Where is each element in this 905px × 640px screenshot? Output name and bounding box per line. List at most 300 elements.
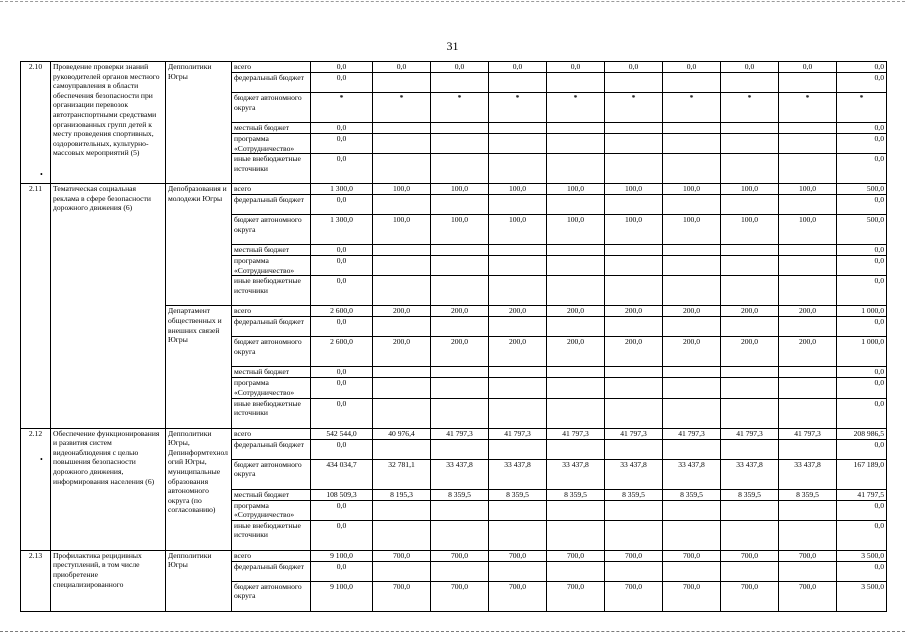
amount-cell xyxy=(663,520,721,550)
amount-cell: 33 437,8 xyxy=(779,459,837,489)
funding-source: бюджет автономного округа xyxy=(232,459,311,489)
amount-cell: 9 100,0 xyxy=(311,550,373,561)
amount-cell: * xyxy=(605,93,663,123)
amount-cell xyxy=(663,317,721,337)
amount-cell: 100,0 xyxy=(431,184,489,195)
page-number: 31 xyxy=(446,39,459,53)
amount-cell xyxy=(431,378,489,398)
amount-cell xyxy=(605,134,663,154)
funding-source: программа «Сотрудничество» xyxy=(232,134,311,154)
amount-cell xyxy=(779,317,837,337)
amount-cell: 8 359,5 xyxy=(779,489,837,500)
amount-cell xyxy=(721,276,779,306)
amount-cell: 200,0 xyxy=(721,306,779,317)
amount-cell: 0,0 xyxy=(311,317,373,337)
amount-cell xyxy=(663,123,721,134)
amount-cell: 100,0 xyxy=(489,215,547,245)
amount-cell xyxy=(721,378,779,398)
amount-cell: 0,0 xyxy=(837,62,887,73)
executor: Депполитики Югры xyxy=(166,62,232,184)
row-number: 2.13 xyxy=(21,550,51,611)
amount-cell: 8 359,5 xyxy=(721,489,779,500)
amount-cell xyxy=(721,398,779,428)
amount-cell: 0,0 xyxy=(837,561,887,581)
amount-cell xyxy=(779,439,837,459)
scan-dot: • xyxy=(40,170,43,179)
amount-cell: 0,0 xyxy=(721,62,779,73)
amount-cell: 41 797,3 xyxy=(721,428,779,439)
amount-cell: 200,0 xyxy=(663,337,721,367)
amount-cell: * xyxy=(663,93,721,123)
amount-cell xyxy=(721,73,779,93)
amount-cell xyxy=(431,195,489,215)
amount-cell: 700,0 xyxy=(663,550,721,561)
amount-cell: 3 500,0 xyxy=(837,581,887,611)
amount-cell: 100,0 xyxy=(663,215,721,245)
amount-cell xyxy=(373,195,431,215)
amount-cell xyxy=(489,195,547,215)
amount-cell xyxy=(605,317,663,337)
amount-cell xyxy=(605,561,663,581)
amount-cell xyxy=(431,134,489,154)
amount-cell xyxy=(547,561,605,581)
amount-cell xyxy=(373,154,431,184)
measure-name: Обеспечение функционирования и развития систем видеонаблюдения с целью повышения безопасности дорожного движения, информирования населения (6) xyxy=(51,428,166,550)
amount-cell xyxy=(779,123,837,134)
amount-cell xyxy=(431,439,489,459)
amount-cell xyxy=(721,367,779,378)
amount-cell: 200,0 xyxy=(547,337,605,367)
amount-cell xyxy=(663,245,721,256)
funding-source: всего xyxy=(232,62,311,73)
amount-cell xyxy=(721,154,779,184)
amount-cell: 200,0 xyxy=(431,306,489,317)
amount-cell xyxy=(547,256,605,276)
amount-cell xyxy=(663,256,721,276)
amount-cell xyxy=(663,398,721,428)
amount-cell: * xyxy=(373,93,431,123)
amount-cell xyxy=(663,154,721,184)
amount-cell xyxy=(373,378,431,398)
amount-cell: * xyxy=(311,93,373,123)
bottom-scan-edge xyxy=(0,631,905,632)
amount-cell xyxy=(779,520,837,550)
table-row xyxy=(21,62,887,73)
amount-cell xyxy=(489,134,547,154)
executor: Депполитики Югры xyxy=(166,550,232,611)
funding-source: бюджет автономного округа xyxy=(232,215,311,245)
amount-cell: 8 359,5 xyxy=(489,489,547,500)
funding-source: программа «Сотрудничество» xyxy=(232,256,311,276)
amount-cell: 41 797,3 xyxy=(431,428,489,439)
amount-cell xyxy=(605,398,663,428)
funding-source: всего xyxy=(232,306,311,317)
amount-cell: 0,0 xyxy=(311,500,373,520)
funding-source: местный бюджет xyxy=(232,489,311,500)
amount-cell: 700,0 xyxy=(663,581,721,611)
funding-source: федеральный бюджет xyxy=(232,439,311,459)
amount-cell: 0,0 xyxy=(837,256,887,276)
amount-cell: * xyxy=(547,93,605,123)
amount-cell: 434 034,7 xyxy=(311,459,373,489)
amount-cell: 0,0 xyxy=(311,154,373,184)
amount-cell: 0,0 xyxy=(837,195,887,215)
row-number: 2.12 xyxy=(21,428,51,550)
funding-source: всего xyxy=(232,184,311,195)
amount-cell: 0,0 xyxy=(311,367,373,378)
amount-cell xyxy=(605,154,663,184)
amount-cell xyxy=(431,317,489,337)
amount-cell: 0,0 xyxy=(311,256,373,276)
amount-cell xyxy=(663,367,721,378)
amount-cell: 700,0 xyxy=(489,581,547,611)
amount-cell xyxy=(489,500,547,520)
amount-cell: 500,0 xyxy=(837,215,887,245)
amount-cell: 200,0 xyxy=(373,337,431,367)
amount-cell: 108 509,3 xyxy=(311,489,373,500)
amount-cell xyxy=(547,134,605,154)
amount-cell: * xyxy=(721,93,779,123)
amount-cell: 700,0 xyxy=(721,550,779,561)
amount-cell: 100,0 xyxy=(373,215,431,245)
amount-cell xyxy=(373,256,431,276)
row-number: 2.11 xyxy=(21,184,51,428)
funding-source: иные внебюджетные источники xyxy=(232,520,311,550)
amount-cell xyxy=(605,378,663,398)
table-row xyxy=(21,550,887,561)
amount-cell xyxy=(779,500,837,520)
amount-cell: 0,0 xyxy=(547,62,605,73)
amount-cell: 700,0 xyxy=(431,581,489,611)
amount-cell: 0,0 xyxy=(837,500,887,520)
funding-source: бюджет автономного округа xyxy=(232,581,311,611)
amount-cell: 0,0 xyxy=(311,398,373,428)
amount-cell: 41 797,3 xyxy=(547,428,605,439)
amount-cell xyxy=(489,245,547,256)
amount-cell: 33 437,8 xyxy=(489,459,547,489)
amount-cell: 700,0 xyxy=(779,550,837,561)
amount-cell xyxy=(373,439,431,459)
amount-cell: 100,0 xyxy=(373,184,431,195)
amount-cell: 100,0 xyxy=(663,184,721,195)
amount-cell: 0,0 xyxy=(311,195,373,215)
amount-cell xyxy=(605,520,663,550)
amount-cell xyxy=(373,398,431,428)
amount-cell: 1 000,0 xyxy=(837,306,887,317)
amount-cell: 1 300,0 xyxy=(311,215,373,245)
funding-source: всего xyxy=(232,550,311,561)
amount-cell: 41 797,3 xyxy=(779,428,837,439)
funding-source: всего xyxy=(232,428,311,439)
amount-cell xyxy=(605,123,663,134)
amount-cell: * xyxy=(837,93,887,123)
amount-cell xyxy=(431,245,489,256)
amount-cell: 700,0 xyxy=(373,550,431,561)
amount-cell: 0,0 xyxy=(605,62,663,73)
amount-cell: 0,0 xyxy=(837,276,887,306)
amount-cell xyxy=(605,367,663,378)
amount-cell xyxy=(663,73,721,93)
amount-cell xyxy=(779,154,837,184)
amount-cell xyxy=(431,398,489,428)
amount-cell xyxy=(547,398,605,428)
amount-cell: 0,0 xyxy=(489,62,547,73)
amount-cell: 41 797,5 xyxy=(837,489,887,500)
funding-source: федеральный бюджет xyxy=(232,561,311,581)
amount-cell xyxy=(547,245,605,256)
amount-cell: 0,0 xyxy=(431,62,489,73)
amount-cell xyxy=(779,256,837,276)
amount-cell: 0,0 xyxy=(837,134,887,154)
amount-cell: 167 189,0 xyxy=(837,459,887,489)
amount-cell xyxy=(547,154,605,184)
amount-cell: 700,0 xyxy=(547,550,605,561)
measure-name: Тематическая социальная реклама в сфере безопасности дорожного движения (6) xyxy=(51,184,166,428)
amount-cell xyxy=(547,520,605,550)
measure-name: Профилактика рецидивных преступлений, в том числе приобретение специализированного xyxy=(51,550,166,611)
amount-cell: 2 600,0 xyxy=(311,306,373,317)
amount-cell: 0,0 xyxy=(311,561,373,581)
amount-cell xyxy=(721,134,779,154)
measure-name: Проведение проверки знаний руководителей органов местного самоуправления в области обеспечения безопасности при организации перевозок автотранспортными средствами организованных групп детей к месту проведения спортивных, оздоровительных, культурно-массовых мероприятий (5) xyxy=(51,62,166,184)
amount-cell: 33 437,8 xyxy=(431,459,489,489)
amount-cell: 0,0 xyxy=(837,520,887,550)
amount-cell xyxy=(489,256,547,276)
amount-cell xyxy=(489,154,547,184)
amount-cell: 200,0 xyxy=(489,337,547,367)
funding-source: федеральный бюджет xyxy=(232,195,311,215)
amount-cell: 0,0 xyxy=(837,398,887,428)
executor: Департамент общественных и внешних связей Югры xyxy=(166,306,232,428)
amount-cell: 0,0 xyxy=(663,62,721,73)
amount-cell xyxy=(663,195,721,215)
amount-cell: * xyxy=(489,93,547,123)
funding-source: иные внебюджетные источники xyxy=(232,398,311,428)
amount-cell xyxy=(605,500,663,520)
amount-cell xyxy=(721,317,779,337)
amount-cell: 100,0 xyxy=(605,215,663,245)
amount-cell xyxy=(605,276,663,306)
amount-cell xyxy=(373,123,431,134)
amount-cell xyxy=(605,256,663,276)
amount-cell: 3 500,0 xyxy=(837,550,887,561)
amount-cell xyxy=(373,276,431,306)
amount-cell xyxy=(663,500,721,520)
funding-source: федеральный бюджет xyxy=(232,317,311,337)
amount-cell: 0,0 xyxy=(779,62,837,73)
amount-cell: 9 100,0 xyxy=(311,581,373,611)
scan-dot: • xyxy=(40,455,43,464)
funding-source: программа «Сотрудничество» xyxy=(232,378,311,398)
amount-cell: 8 359,5 xyxy=(431,489,489,500)
amount-cell xyxy=(489,561,547,581)
amount-cell xyxy=(663,561,721,581)
amount-cell xyxy=(605,245,663,256)
executor: Депполитики Югры, Депинформтехнологий Югры, муниципальные образования автономного округа (по согласованию) xyxy=(166,428,232,550)
amount-cell: 8 359,5 xyxy=(547,489,605,500)
amount-cell xyxy=(779,134,837,154)
amount-cell xyxy=(779,73,837,93)
amount-cell: 0,0 xyxy=(837,154,887,184)
amount-cell xyxy=(373,317,431,337)
amount-cell xyxy=(431,276,489,306)
amount-cell xyxy=(663,276,721,306)
amount-cell: 41 797,3 xyxy=(605,428,663,439)
amount-cell: 0,0 xyxy=(311,245,373,256)
amount-cell xyxy=(373,520,431,550)
amount-cell: 700,0 xyxy=(779,581,837,611)
amount-cell: * xyxy=(431,93,489,123)
amount-cell: 33 437,8 xyxy=(605,459,663,489)
amount-cell: 700,0 xyxy=(489,550,547,561)
funding-source: местный бюджет xyxy=(232,245,311,256)
amount-cell xyxy=(721,439,779,459)
amount-cell: 0,0 xyxy=(311,62,373,73)
amount-cell: 8 359,5 xyxy=(605,489,663,500)
amount-cell: 0,0 xyxy=(837,245,887,256)
amount-cell xyxy=(431,367,489,378)
funding-source: местный бюджет xyxy=(232,367,311,378)
amount-cell xyxy=(489,367,547,378)
amount-cell xyxy=(547,317,605,337)
row-number: 2.10 xyxy=(21,62,51,184)
amount-cell xyxy=(779,245,837,256)
amount-cell: 32 781,1 xyxy=(373,459,431,489)
top-scan-edge xyxy=(0,1,905,2)
amount-cell xyxy=(431,500,489,520)
amount-cell xyxy=(605,73,663,93)
executor: Депобразования и молодежи Югры xyxy=(166,184,232,306)
amount-cell xyxy=(431,256,489,276)
table-row xyxy=(21,184,887,195)
amount-cell: 1 000,0 xyxy=(837,337,887,367)
amount-cell xyxy=(489,398,547,428)
amount-cell: 700,0 xyxy=(721,581,779,611)
amount-cell xyxy=(547,195,605,215)
amount-cell xyxy=(547,439,605,459)
amount-cell xyxy=(373,73,431,93)
amount-cell xyxy=(489,276,547,306)
amount-cell xyxy=(721,561,779,581)
amount-cell xyxy=(547,500,605,520)
amount-cell xyxy=(547,367,605,378)
amount-cell: 700,0 xyxy=(605,550,663,561)
amount-cell: 200,0 xyxy=(779,306,837,317)
amount-cell: 0,0 xyxy=(311,123,373,134)
amount-cell: 0,0 xyxy=(837,378,887,398)
amount-cell: 0,0 xyxy=(311,134,373,154)
amount-cell: 41 797,3 xyxy=(489,428,547,439)
table-row xyxy=(21,428,887,439)
amount-cell xyxy=(663,439,721,459)
amount-cell: 33 437,8 xyxy=(547,459,605,489)
amount-cell: 100,0 xyxy=(605,184,663,195)
amount-cell: 41 797,3 xyxy=(663,428,721,439)
amount-cell xyxy=(721,256,779,276)
amount-cell xyxy=(431,561,489,581)
amount-cell xyxy=(431,520,489,550)
amount-cell: 0,0 xyxy=(837,367,887,378)
amount-cell: 200,0 xyxy=(373,306,431,317)
amount-cell: 542 544,0 xyxy=(311,428,373,439)
amount-cell: 700,0 xyxy=(605,581,663,611)
amount-cell xyxy=(489,123,547,134)
amount-cell: 200,0 xyxy=(431,337,489,367)
amount-cell xyxy=(721,520,779,550)
amount-cell xyxy=(721,245,779,256)
funding-source: бюджет автономного округа xyxy=(232,93,311,123)
amount-cell xyxy=(779,276,837,306)
amount-cell xyxy=(373,367,431,378)
amount-cell xyxy=(431,154,489,184)
amount-cell: 200,0 xyxy=(605,337,663,367)
amount-cell xyxy=(779,195,837,215)
amount-cell: 500,0 xyxy=(837,184,887,195)
amount-cell: 2 600,0 xyxy=(311,337,373,367)
amount-cell xyxy=(721,500,779,520)
amount-cell xyxy=(547,123,605,134)
amount-cell: 100,0 xyxy=(779,215,837,245)
amount-cell: 200,0 xyxy=(605,306,663,317)
amount-cell: 208 986,5 xyxy=(837,428,887,439)
amount-cell xyxy=(431,123,489,134)
amount-cell xyxy=(489,378,547,398)
amount-cell: 100,0 xyxy=(547,215,605,245)
amount-cell xyxy=(779,398,837,428)
amount-cell: 700,0 xyxy=(373,581,431,611)
amount-cell: 0,0 xyxy=(311,276,373,306)
amount-cell: 0,0 xyxy=(311,378,373,398)
amount-cell: 100,0 xyxy=(431,215,489,245)
amount-cell: 33 437,8 xyxy=(663,459,721,489)
amount-cell xyxy=(547,73,605,93)
amount-cell xyxy=(373,134,431,154)
amount-cell xyxy=(489,439,547,459)
amount-cell: 700,0 xyxy=(431,550,489,561)
amount-cell xyxy=(547,276,605,306)
amount-cell: 200,0 xyxy=(547,306,605,317)
amount-cell: 33 437,8 xyxy=(721,459,779,489)
amount-cell: 0,0 xyxy=(373,62,431,73)
amount-cell: 200,0 xyxy=(489,306,547,317)
funding-source: иные внебюджетные источники xyxy=(232,154,311,184)
amount-cell: 100,0 xyxy=(547,184,605,195)
funding-source: программа «Сотрудничество» xyxy=(232,500,311,520)
amount-cell: 200,0 xyxy=(663,306,721,317)
amount-cell: * xyxy=(779,93,837,123)
amount-cell xyxy=(779,367,837,378)
amount-cell: 200,0 xyxy=(721,337,779,367)
amount-cell: 0,0 xyxy=(311,520,373,550)
amount-cell xyxy=(431,73,489,93)
amount-cell xyxy=(779,378,837,398)
amount-cell xyxy=(373,561,431,581)
amount-cell: 100,0 xyxy=(721,215,779,245)
amount-cell: 0,0 xyxy=(311,73,373,93)
funding-source: иные внебюджетные источники xyxy=(232,276,311,306)
funding-source: бюджет автономного округа xyxy=(232,337,311,367)
funding-table xyxy=(20,61,887,612)
amount-cell: 0,0 xyxy=(311,439,373,459)
amount-cell xyxy=(721,123,779,134)
amount-cell: 40 976,4 xyxy=(373,428,431,439)
amount-cell xyxy=(779,561,837,581)
amount-cell: 100,0 xyxy=(721,184,779,195)
amount-cell xyxy=(489,317,547,337)
amount-cell xyxy=(663,378,721,398)
amount-cell xyxy=(373,245,431,256)
amount-cell: 0,0 xyxy=(837,439,887,459)
